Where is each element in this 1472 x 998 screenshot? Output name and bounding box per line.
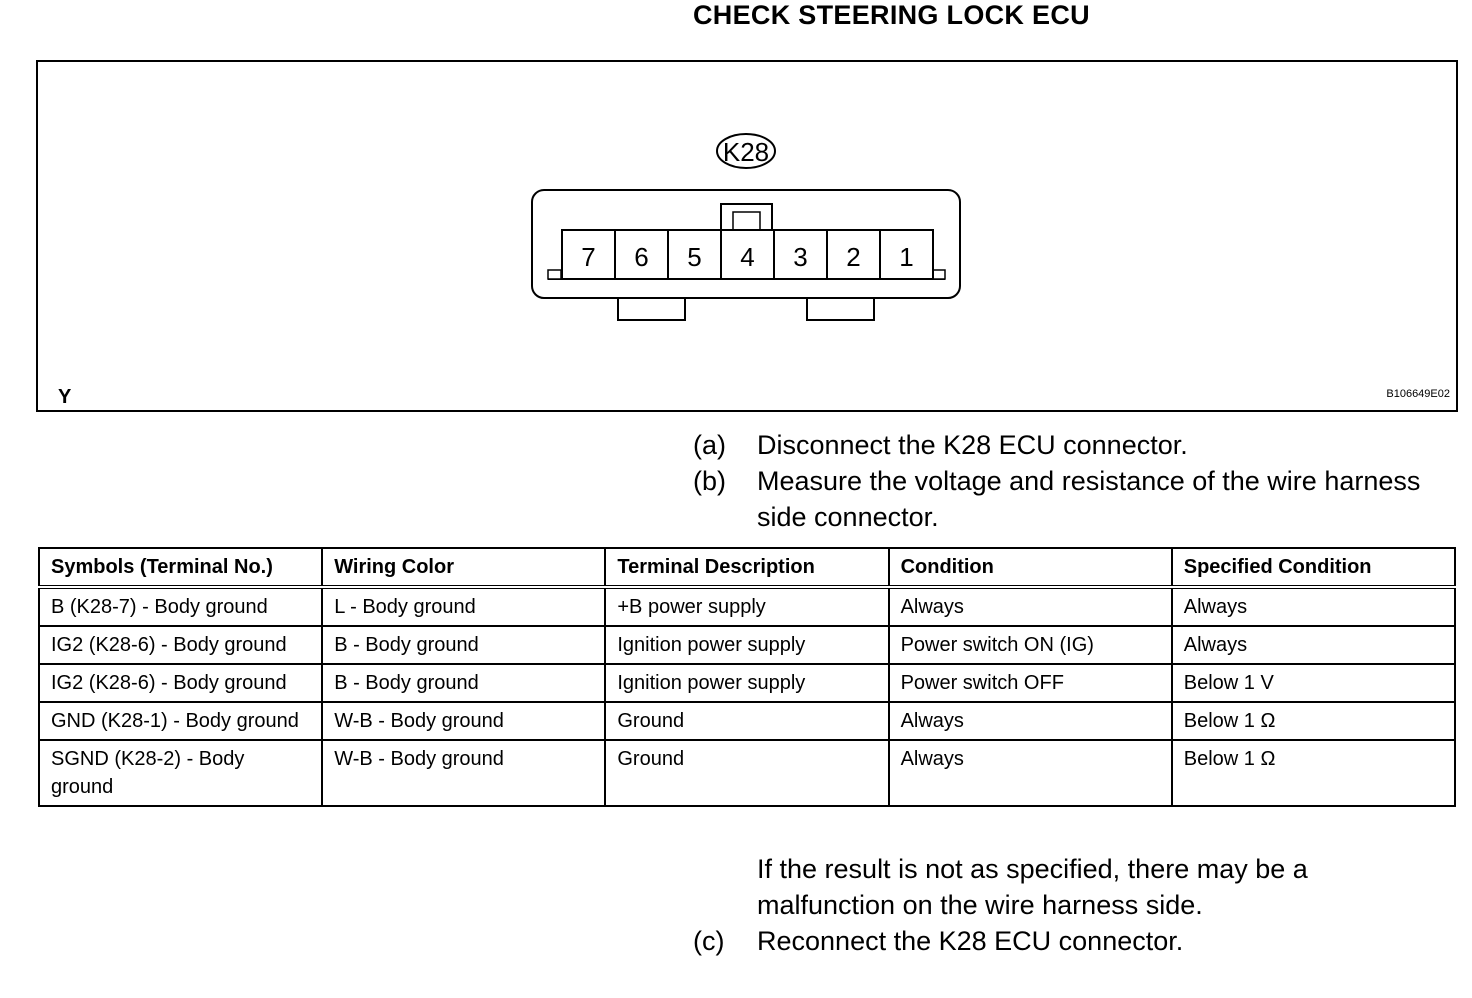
step-marker: (c) (693, 926, 725, 956)
table-cell: Always (889, 740, 1172, 806)
step-note (693, 851, 1453, 923)
steps-after (693, 851, 1453, 959)
step-marker: (a) (693, 430, 726, 460)
table-cell: Always (1172, 587, 1455, 626)
pin-number: 7 (581, 242, 596, 272)
table-row (39, 664, 1455, 702)
pin-number: 2 (846, 242, 861, 272)
figure-code: B106649E02 (1386, 388, 1450, 400)
connector-diagram (38, 62, 1456, 410)
connector-latch-left (618, 298, 685, 320)
table-cell: Below 1 V (1172, 664, 1455, 702)
table-header-row (39, 548, 1455, 587)
table-cell: Always (889, 587, 1172, 626)
pin-number: 1 (899, 242, 914, 272)
table-cell: GND (K28-1) - Body ground (39, 702, 322, 740)
table-cell: Below 1 Ω (1172, 740, 1455, 806)
table-cell: IG2 (K28-6) - Body ground (39, 664, 322, 702)
pin-number: 4 (740, 242, 755, 272)
table-cell: B - Body ground (322, 626, 605, 664)
table-header: Terminal Description (605, 548, 888, 587)
table-cell: +B power supply (605, 587, 888, 626)
pin-number: 5 (687, 242, 702, 272)
table-cell: Ignition power supply (605, 626, 888, 664)
table-cell: Always (889, 702, 1172, 740)
table-cell: L - Body ground (322, 587, 605, 626)
connector-figure (36, 60, 1458, 412)
pin-number: 3 (793, 242, 808, 272)
table-cell: Always (1172, 626, 1455, 664)
step-text: Disconnect the K28 ECU connector. (757, 430, 1188, 460)
step-text: If the result is not as specified, there may be a malfunction on the wire harness side. (757, 854, 1308, 920)
table-row (39, 587, 1455, 626)
table-cell: W-B - Body ground (322, 740, 605, 806)
step-b (693, 463, 1453, 535)
table-cell: Ignition power supply (605, 664, 888, 702)
connector-tab-left (548, 270, 561, 279)
step-a (693, 427, 1453, 463)
table-header: Wiring Color (322, 548, 605, 587)
table-row (39, 626, 1455, 664)
page-title: CHECK STEERING LOCK ECU (693, 0, 1090, 30)
table-cell: Ground (605, 702, 888, 740)
table-cell: Power switch ON (IG) (889, 626, 1172, 664)
table-cell: Ground (605, 740, 888, 806)
steps-before (693, 427, 1453, 535)
step-c (693, 923, 1453, 959)
table-cell: W-B - Body ground (322, 702, 605, 740)
step-text: Measure the voltage and resistance of the wire harness side connector. (757, 466, 1421, 532)
table-row (39, 702, 1455, 740)
connector-latch-right (807, 298, 874, 320)
table-cell: B (K28-7) - Body ground (39, 587, 322, 626)
table-cell: SGND (K28-2) - Body ground (39, 740, 322, 806)
table-header: Condition (889, 548, 1172, 587)
table-cell: Below 1 Ω (1172, 702, 1455, 740)
table-cell: IG2 (K28-6) - Body ground (39, 626, 322, 664)
step-text: Reconnect the K28 ECU connector. (757, 926, 1184, 956)
step-marker: (b) (693, 466, 726, 496)
table-header: Symbols (Terminal No.) (39, 548, 322, 587)
specification-table (38, 547, 1456, 807)
table-header: Specified Condition (1172, 548, 1455, 587)
table-cell: Power switch OFF (889, 664, 1172, 702)
connector-label: K28 (722, 137, 770, 167)
pin-number: 6 (634, 242, 649, 272)
figure-corner-letter: Y (58, 386, 72, 408)
connector-key-inner (733, 212, 760, 230)
table-row (39, 740, 1455, 806)
table-cell: B - Body ground (322, 664, 605, 702)
pin-row (562, 230, 933, 279)
